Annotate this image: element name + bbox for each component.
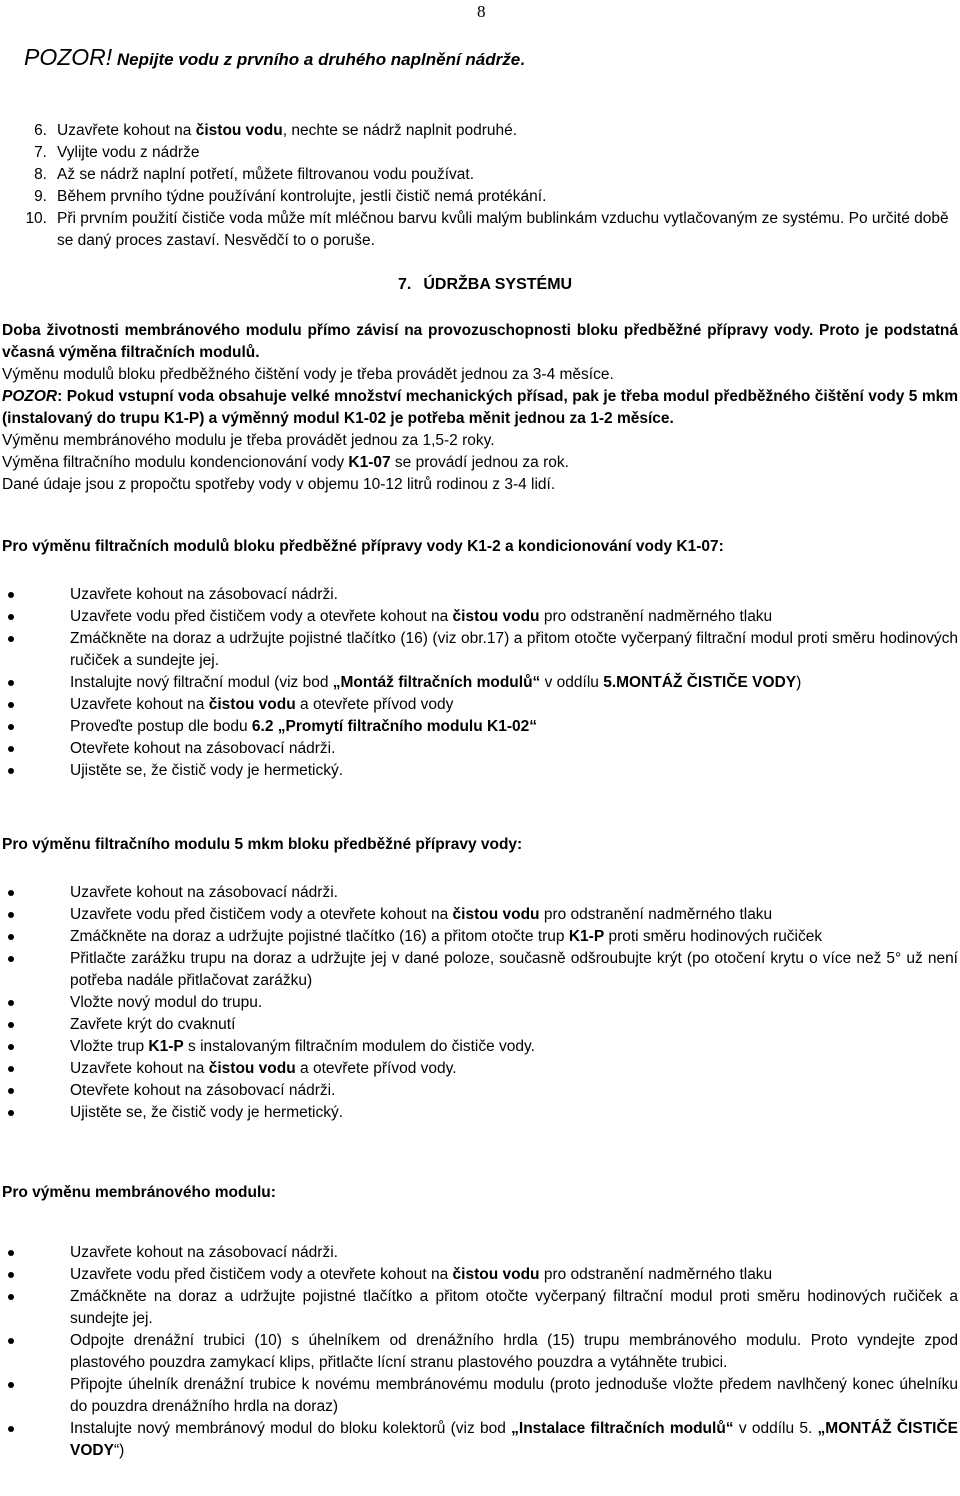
list-item: [0, 1330, 958, 1374]
item-text: Zmáčkněte na doraz a udržujte pojistné tlačítko (16) (viz obr.17) a přitom otočte vyčerpaný filtrační modul proti směru hodinových ručiček a sundejte jej.: [70, 630, 958, 669]
step-text-part: , nechte se nádrž naplnit podruhé.: [282, 122, 518, 139]
list-item: [0, 1058, 958, 1080]
text-part: Instalujte nový filtrační modul (viz bod: [70, 674, 333, 691]
bullet-icon: [0, 1264, 70, 1286]
page-number: 8: [477, 2, 486, 21]
text-part: s instalovaným filtračním modulem do čističe vody.: [183, 1038, 535, 1055]
startup-steps-list: [10, 120, 955, 252]
text-part: a otevřete přívod vody: [295, 696, 454, 713]
bullet-icon: [0, 672, 70, 694]
list-item: [0, 606, 958, 628]
list-item: [0, 1102, 958, 1124]
list-item: [0, 628, 958, 672]
warning-label: POZOR: [2, 388, 58, 405]
list-item: [0, 1374, 958, 1418]
bullet-icon: [0, 1036, 70, 1058]
group-heading: Pro výměnu membránového modulu:: [2, 1184, 276, 1201]
text-part: Zmáčkněte na doraz a udržujte pojistné tlačítko (16) a přitom otočte trup: [70, 928, 569, 945]
maintenance-text: [2, 320, 958, 496]
text-part: Proveďte postup dle bodu: [70, 718, 252, 735]
text-bold: K1-P: [148, 1038, 184, 1055]
list-item: [0, 1418, 958, 1462]
text-part: Uzavřete kohout na: [70, 1060, 209, 1077]
text-part: Uzavřete vodu před čističem vody a otevřete kohout na: [70, 906, 453, 923]
text-bold: čistou vodu: [208, 696, 296, 713]
item-text: [70, 672, 958, 694]
list-item: [0, 584, 958, 606]
item-text: Ujistěte se, že čistič vody je hermetický.: [70, 762, 344, 779]
item-text: Otevřete kohout na zásobovací nádrži.: [70, 1082, 336, 1099]
list-item: [0, 926, 958, 948]
text-bold: čistou vodu: [452, 906, 540, 923]
step-text-part: Uzavřete kohout na: [57, 122, 196, 139]
text-part: Uzavřete vodu před čističem vody a otevřete kohout na: [70, 1266, 453, 1283]
text-bold: K1-P: [568, 928, 605, 945]
list-item: [0, 1242, 958, 1264]
text-bold: čistou vodu: [452, 608, 540, 625]
bullet-icon: [0, 738, 70, 760]
list-item: [0, 1080, 958, 1102]
bullet-icon: [0, 1330, 70, 1374]
list-item: [0, 992, 958, 1014]
list-item: [0, 1014, 958, 1036]
warning-pozor: POZOR!: [24, 44, 113, 70]
item-text: [70, 1418, 958, 1462]
item-text: Otevřete kohout na zásobovací nádrži.: [70, 740, 336, 757]
bullet-icon: [0, 904, 70, 926]
item-text: [70, 1036, 958, 1058]
maintenance-paragraph: Výměnu modulů bloku předběžného čištění vody je třeba provádět jednou za 3-4 měsíce.: [2, 366, 614, 383]
bullet-icon: [0, 584, 70, 606]
bullet-icon: [0, 1080, 70, 1102]
bullet-icon: [0, 1374, 70, 1418]
item-text: Zmáčkněte na doraz a udržujte pojistné tlačítko a přitom otočte vyčerpaný filtrační modul proti směru hodinových ručiček a sundejte jej.: [70, 1288, 958, 1327]
bullet-icon: [0, 1242, 70, 1264]
item-text: Uzavřete kohout na zásobovací nádrži.: [70, 586, 338, 603]
text-bold: 5.MONTÁŽ ČISTIČE VODY: [603, 674, 797, 691]
bullet-icon: [0, 948, 70, 992]
list-item: [0, 1286, 958, 1330]
bullet-icon: [0, 992, 70, 1014]
group-heading: Pro výměnu filtračních modulů bloku předběžné přípravy vody K1-2 a kondicionování vody K1-07:: [2, 538, 724, 555]
list-item: [0, 694, 958, 716]
bullet-list: [0, 584, 958, 782]
step-text: [57, 120, 955, 142]
bullet-icon: [0, 1014, 70, 1036]
text-bold: K1-07: [348, 454, 391, 471]
text-part: Uzavřete vodu před čističem vody a otevřete kohout na: [70, 608, 453, 625]
text-part: proti směru hodinových ručiček: [604, 928, 823, 945]
bullet-icon: [0, 1102, 70, 1124]
item-text: [70, 904, 958, 926]
item-text: [70, 694, 958, 716]
text-part: pro odstranění nadměrného tlaku: [539, 608, 773, 625]
step-text: Během prvního týdne používání kontrolujte, jestli čistič nemá protékání.: [57, 188, 547, 205]
text-part: v oddílu: [540, 674, 604, 691]
item-text: Ujistěte se, že čistič vody je hermetický.: [70, 1104, 344, 1121]
item-text: Zavřete krýt do cvaknutí: [70, 1016, 236, 1033]
bullet-icon: [0, 1058, 70, 1080]
item-text: Přitlačte zarážku trupu na doraz a udržujte jej v dané poloze, současně odšroubujte krýt (po otočení krytu o více než 5° už není potřeba nadále přitlačovat zarážku): [70, 950, 958, 989]
text-bold: „MONTÁŽ ČISTIČE VODY: [70, 1420, 958, 1459]
list-item: [0, 738, 958, 760]
text-part: “): [113, 1442, 125, 1459]
list-item: [0, 760, 958, 782]
bullet-icon: [0, 926, 70, 948]
text-bold: „Montáž filtračních modulů“: [332, 674, 541, 691]
list-item: [10, 120, 955, 142]
item-text: Uzavřete kohout na zásobovací nádrži.: [70, 884, 338, 901]
step-text-bold: čistou vodu: [195, 122, 283, 139]
list-item: [0, 904, 958, 926]
list-item: [0, 672, 958, 694]
step-text: Při prvním použití čističe voda může mít mléčnou barvu kvůli malým bublinkám vzduchu vytlačovaným ze systému. Po určité době se daný proces zastaví. Nesvědčí to o poruše.: [57, 210, 949, 249]
warning-text: Nepijte vodu z prvního a druhého naplnění nádrže: [112, 50, 521, 69]
section-title: [398, 276, 572, 294]
maintenance-paragraph: [2, 452, 958, 474]
list-item: [0, 716, 958, 738]
bullet-icon: [0, 760, 70, 782]
maintenance-paragraph: Doba životnosti membránového modulu přímo závisí na provozuschopnosti bloku předběžné přípravy vody. Proto je podstatná včasná výměna filtračních modulů.: [2, 322, 958, 361]
item-text: [70, 926, 958, 948]
bullet-icon: [0, 694, 70, 716]
item-text: Uzavřete kohout na zásobovací nádrži.: [70, 1244, 338, 1261]
bullet-icon: [0, 1418, 70, 1462]
section-title-text: ÚDRŽBA SYSTÉMU: [423, 276, 573, 293]
list-item: [10, 164, 955, 186]
bullet-list: [0, 1242, 958, 1462]
list-item: [10, 208, 955, 252]
bullet-icon: [0, 628, 70, 672]
warning-heading: [24, 44, 527, 71]
bullet-icon: [0, 1286, 70, 1330]
step-number: 9.: [34, 188, 47, 205]
step-number: 10.: [25, 210, 47, 227]
bullet-icon: [0, 882, 70, 904]
item-text: [70, 1264, 958, 1286]
step-number: 8.: [34, 166, 47, 183]
warning-text: : Pokud vstupní voda obsahuje velké množství mechanických přísad, pak je třeba modul předběžného čištění vody 5 mkm (instalovaný do trupu K1-P) a výměnný modul K1-02 je potřeba měnit jednou za 1-2 měsíce.: [2, 388, 958, 427]
text-part: v oddílu 5.: [733, 1420, 818, 1437]
text-bold: 6.2 „Promytí filtračního modulu K1-02“: [251, 718, 537, 735]
text-part: a otevřete přívod vody.: [295, 1060, 457, 1077]
text-part: Výměna filtračního modulu kondencionování vody: [2, 454, 349, 471]
group-heading: Pro výměnu filtračního modulu 5 mkm bloku předběžné přípravy vody:: [2, 836, 523, 853]
step-text: Vylijte vodu z nádrže: [57, 144, 200, 161]
text-part: ): [796, 674, 802, 691]
list-item: [0, 1264, 958, 1286]
item-text: Vložte nový modul do trupu.: [70, 994, 263, 1011]
step-number: 6.: [34, 122, 47, 139]
text-bold: čistou vodu: [208, 1060, 296, 1077]
text-part: Uzavřete kohout na: [70, 696, 209, 713]
text-bold: čistou vodu: [452, 1266, 540, 1283]
item-text: [70, 606, 958, 628]
list-item: [10, 186, 955, 208]
item-text: Odpojte drenážní trubici (10) s úhelníkem od drenážního hrdla (15) trupu membránového modulu. Proto vyndejte zpod plastového pouzdra zamykací klips, přitlačte lícní stranu plastového pouzdra a vytáhněte trubici.: [70, 1332, 958, 1371]
bullet-list: [0, 882, 958, 1124]
step-number: 7.: [34, 144, 47, 161]
text-part: Vložte trup: [70, 1038, 149, 1055]
maintenance-paragraph: Dané údaje jsou z propočtu spotřeby vody v objemu 10-12 litrů rodinou z 3-4 lidí.: [2, 476, 556, 493]
item-text: [70, 1058, 958, 1080]
item-text: Připojte úhelník drenážní trubice k novému membránovému modulu (proto jednoduše vložte předem navlhčený konec úhelníku do pouzdra drenážního hrdla na doraz): [70, 1376, 958, 1415]
item-text: [70, 716, 958, 738]
bullet-icon: [0, 716, 70, 738]
step-text: Až se nádrž naplní potřetí, můžete filtrovanou vodu používat.: [57, 166, 475, 183]
list-item: [0, 1036, 958, 1058]
text-part: pro odstranění nadměrného tlaku: [539, 1266, 773, 1283]
bullet-icon: [0, 606, 70, 628]
text-bold: „Instalace filtračních modulů“: [511, 1420, 734, 1437]
list-item: [10, 142, 955, 164]
warning-dot: .: [520, 44, 527, 70]
text-part: se provádí jednou za rok.: [390, 454, 569, 471]
text-part: Instalujte nový membránový modul do bloku kolektorů (viz bod: [70, 1420, 512, 1437]
list-item: [0, 948, 958, 992]
maintenance-warning: [2, 386, 958, 430]
section-number: 7.: [398, 276, 412, 293]
text-part: pro odstranění nadměrného tlaku: [539, 906, 773, 923]
maintenance-paragraph: Výměnu membránového modulu je třeba provádět jednou za 1,5-2 roky.: [2, 432, 495, 449]
list-item: [0, 882, 958, 904]
